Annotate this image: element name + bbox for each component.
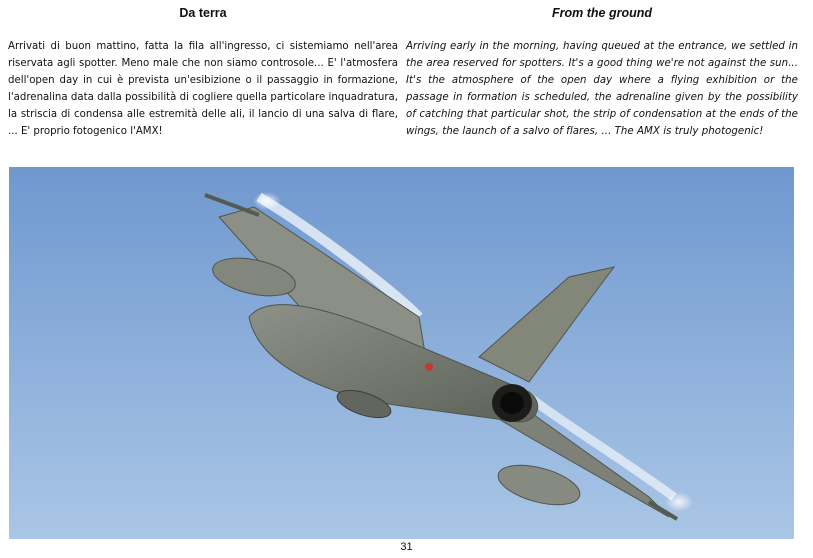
page-number: 31: [400, 541, 413, 553]
vapor-puff-upper: [253, 192, 281, 210]
left-column: [8, 0, 398, 140]
engine-nozzle-inner: [500, 392, 524, 414]
amx-jet-illustration: [9, 167, 794, 539]
heading-english: From the ground: [552, 6, 652, 20]
aircraft-photo: [9, 167, 794, 539]
paragraph-italian: Arrivati di buon mattino, fatta la fila all'ingresso, ci sistemiamo nell'area riservata agli spotter. Meno male che non siamo controsole... E' l'atmosfera dell'open day in cui è prevista un'esibizione o il passaggio in formazione, l'adrenalina data dalla possibilità di cogliere quella particolare inquadratura, la striscia di condensa alle estremità delle ali, il lancio di una salva di flare, ... E' proprio fotogenico l'AMX!: [8, 41, 398, 137]
paragraph-english: Arriving early in the morning, having queued at the entrance, we settled in the area reserved for spotters. It's a good thing we're not against the sun... It's the atmosphere of the open day where a flying exhibition or the passage in formation is scheduled, the adrenaline given by the possibility of catching that particular shot, the strip of condensation at the ends of the wings, the launch of a salvo of flares, ... The AMX is truly photogenic!: [406, 41, 798, 137]
roundel: [425, 363, 433, 371]
heading-italian: Da terra: [179, 6, 227, 20]
vapor-puff-lower: [665, 492, 693, 512]
right-column: [406, 0, 798, 140]
